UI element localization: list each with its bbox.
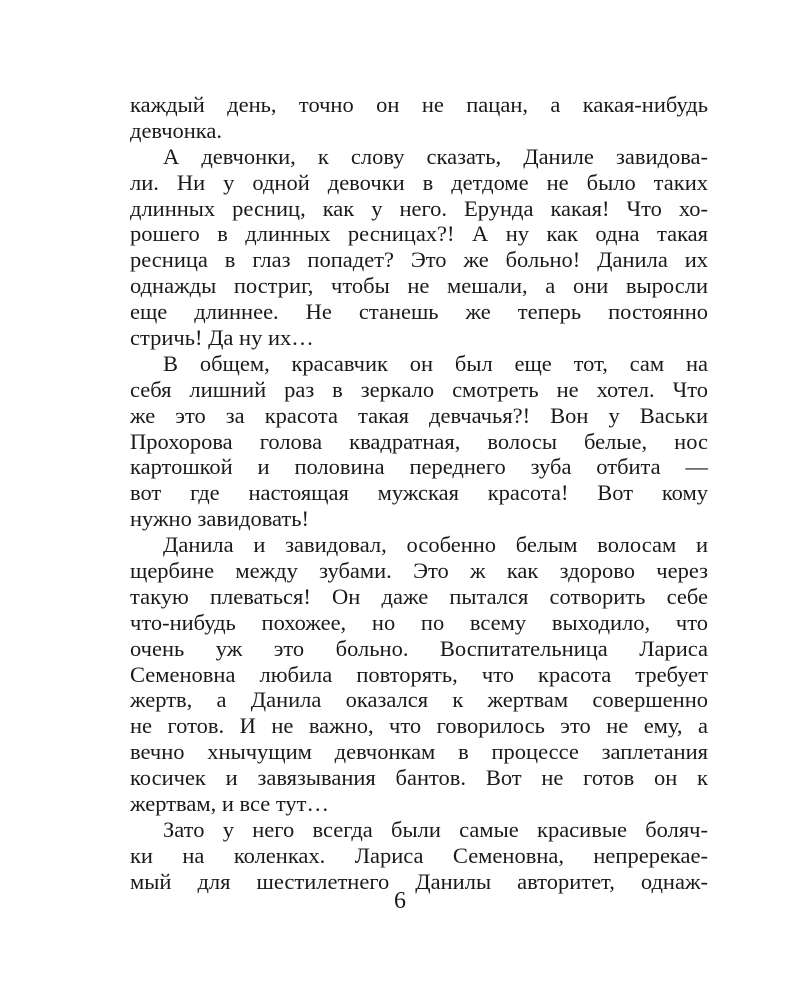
text-line: каждый день, точно он не пацан, а какая-нибудь [130, 92, 708, 117]
text-line: девчонка. [130, 117, 223, 143]
text-line: А девчонки, к слову сказать, Даниле завидова- [163, 143, 708, 169]
text-line: однажды постриг, чтобы не мешали, а они выросли [130, 273, 708, 299]
text-line: еще длиннее. Не станешь же теперь постоянно [130, 299, 708, 325]
text-line: косичек и завязывания бантов. Вот не готов он к [130, 765, 708, 791]
text-line: жертвам, и все тут… [130, 791, 329, 817]
text-line: картошкой и половина переднего зуба отбита — [130, 454, 708, 480]
text-line: себя лишний раз в зеркало смотреть не хотел. Что [130, 376, 708, 402]
text-line: ли. Ни у одной девочки в детдоме не было таких [130, 169, 708, 195]
text-line: Прохорова голова квадратная, волосы белые, нос [130, 428, 708, 454]
text-line: не готов. И не важно, что говорилось это не ему, а [130, 713, 708, 739]
text-line: очень уж это больно. Воспитательница Лариса [130, 635, 708, 661]
text-line: мый для шестилетнего Данилы авторитет, однаж- [130, 868, 708, 894]
text-line: ки на коленках. Лариса Семеновна, непререкае- [130, 842, 708, 868]
text-line: Зато у него всегда были самые красивые боляч- [163, 816, 708, 842]
text-line: стричь! Да ну их… [130, 325, 314, 351]
text-line: щербине между зубами. Это ж как здорово через [130, 558, 708, 584]
text-line: жертв, а Данила оказался к жертвам совершенно [130, 687, 708, 713]
text-line: нужно завидовать! [130, 506, 310, 532]
text-line: что-нибудь похожее, но по всему выходило, что [130, 609, 708, 635]
page-text [130, 92, 708, 895]
text-line: Данила и завидовал, особенно белым волосам и [163, 532, 708, 558]
text-line: В общем, красавчик он был еще тот, сам на [163, 350, 708, 376]
text-line: длинных ресниц, как у него. Ерунда какая! Что хо- [130, 195, 708, 221]
text-line: ресница в глаз попадет? Это же больно! Данила их [130, 247, 708, 273]
text-line: же это за красота такая девчачья?! Вон у Васьки [130, 402, 708, 428]
text-line: рошего в длинных ресницах?! А ну как одна такая [130, 221, 708, 247]
text-line: Семеновна любила повторять, что красота требует [130, 661, 708, 687]
text-line: вечно хнычущим девчонкам в процессе заплетания [130, 739, 708, 765]
text-line: такую плеваться! Он даже пытался сотворить себе [130, 583, 708, 609]
text-line: вот где настоящая мужская красота! Вот кому [130, 480, 708, 506]
page-number: 6 [394, 888, 406, 914]
